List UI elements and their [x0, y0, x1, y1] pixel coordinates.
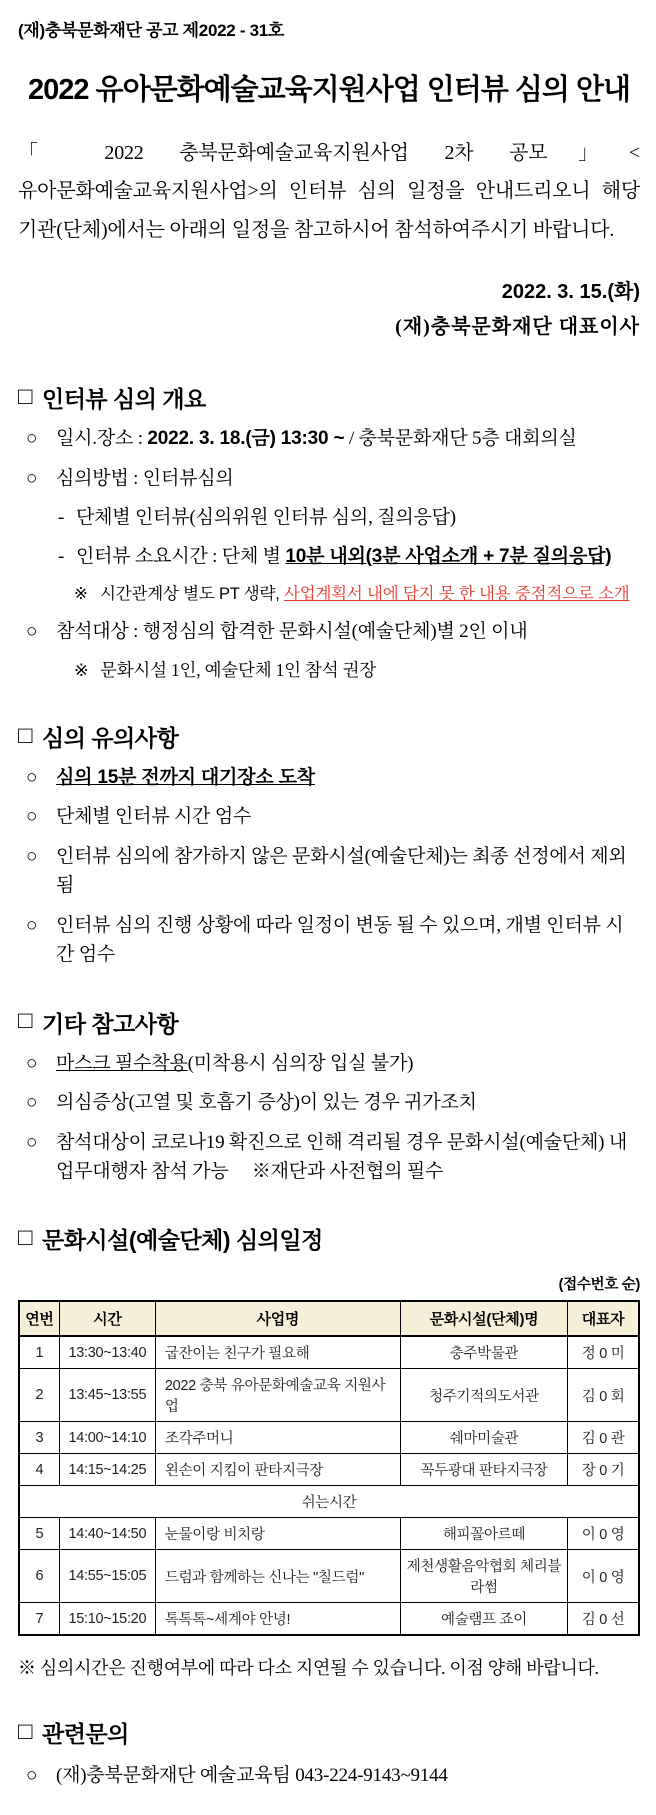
caution-item-line — [18, 802, 640, 831]
etc-item-text: 참석대상이 코로나19 확진으로 인해 격리될 경우 문화시설(예술단체) 내 업무대행자 참석 가능 ※재단과 사전협의 필수 — [56, 1131, 628, 1182]
circle-bullet-icon: ○ — [26, 914, 38, 936]
caution-item-line — [18, 763, 640, 792]
cell-project: 드럼과 함께하는 신나는 "칠드럼" — [155, 1550, 400, 1603]
section-schedule-title: 문화시설(예술단체) 심의일정 — [42, 1227, 323, 1254]
col-header-rep: 대표자 — [568, 1301, 639, 1336]
overview-method-line — [18, 464, 640, 493]
cell-rep: 이 0 영 — [568, 1550, 639, 1603]
section-etc — [18, 1006, 640, 1187]
cell-no: 2 — [19, 1369, 59, 1422]
break-label: 쉬는시간 — [19, 1486, 639, 1518]
section-contact — [18, 1716, 640, 1790]
circle-bullet-icon: ○ — [26, 1052, 38, 1074]
caution-item-text: 단체별 인터뷰 시간 엄수 — [56, 806, 252, 828]
overview-method-sub-text: 단체별 인터뷰(심의위원 인터뷰 심의, 질의응답) — [76, 507, 456, 529]
cell-time: 15:10~15:20 — [59, 1603, 155, 1636]
overview-method-text: 심의방법 : 인터뷰심의 — [56, 467, 234, 489]
section-schedule — [18, 1222, 640, 1680]
duration-label: 인터뷰 소요시간 : 단체 별 — [76, 546, 286, 568]
cell-project: 2022 충북 유아문화예술교육 지원사업 — [155, 1369, 400, 1422]
venue-label: 일시.장소 : — [56, 428, 148, 450]
section-contact-title: 관련문의 — [42, 1721, 129, 1748]
caution-item-line — [18, 911, 640, 970]
mask-emphasis: 마스크 필수착용 — [56, 1052, 188, 1074]
cell-org: 충주박물관 — [400, 1336, 567, 1369]
cell-time: 14:40~14:50 — [59, 1518, 155, 1550]
cell-time: 13:30~13:40 — [59, 1336, 155, 1369]
overview-attendee-text: 참석대상 : 행정심의 합격한 문화시설(예술단체)별 2인 이내 — [56, 621, 528, 643]
cell-time: 14:00~14:10 — [59, 1422, 155, 1454]
col-header-org: 문화시설(단체)명 — [400, 1301, 567, 1336]
signature-block — [18, 275, 640, 345]
overview-venue-line — [18, 424, 640, 453]
pt-note-red-emphasis: 사업계획서 내에 담지 못 한 내용 중점적으로 소개 — [283, 584, 630, 603]
section-schedule-heading — [18, 1222, 640, 1255]
note-mark-icon: ※ — [74, 659, 89, 680]
section-overview-title: 인터뷰 심의 개요 — [42, 386, 206, 413]
caution-item-text: 인터뷰 심의 진행 상황에 따라 일정이 변동 될 수 있으며, 개별 인터뷰 시간 엄수 — [56, 914, 624, 966]
announcement-date: 2022. 3. 15.(화) — [501, 281, 640, 304]
circle-bullet-icon: ○ — [26, 767, 38, 789]
square-bullet-icon: □ — [18, 1007, 32, 1035]
cell-org: 해피꼴아르떼 — [400, 1518, 567, 1550]
etc-mask-text — [56, 1049, 413, 1078]
etc-mask-line — [18, 1049, 640, 1078]
note-mark-icon: ※ — [74, 584, 88, 603]
cell-no: 4 — [19, 1454, 59, 1486]
gazette-number: (재)충북문화재단 공고 제2022 - 31호 — [18, 21, 285, 40]
contact-line — [18, 1761, 640, 1790]
caution-arrival-emphasis: 심의 15분 전까지 대기장소 도착 — [56, 767, 315, 789]
cell-org: 청주기적의도서관 — [400, 1369, 567, 1422]
overview-pt-note-line — [18, 582, 640, 608]
cell-time: 14:55~15:05 — [59, 1550, 155, 1603]
table-row — [19, 1454, 639, 1486]
square-bullet-icon: □ — [18, 1717, 32, 1745]
page-title: 2022 유아문화예술교육지원사업 인터뷰 심의 안내 — [27, 74, 630, 106]
overview-attendee-note-text: 문화시설 1인, 예술단체 1인 참석 권장 — [100, 659, 377, 680]
overview-attendee-line — [18, 617, 640, 646]
cell-no: 1 — [19, 1336, 59, 1369]
venue-place: / 충북문화재단 5층 대회의실 — [344, 428, 577, 450]
cell-org: 쉐마미술관 — [400, 1422, 567, 1454]
square-bullet-icon: □ — [18, 721, 32, 749]
circle-bullet-icon: ○ — [26, 621, 38, 643]
section-caution — [18, 720, 640, 970]
dash-bullet-icon: - — [58, 507, 65, 529]
table-row — [19, 1550, 639, 1603]
cell-time: 13:45~13:55 — [59, 1369, 155, 1422]
overview-attendee-note-line — [18, 657, 640, 684]
table-row — [19, 1518, 639, 1550]
table-row — [19, 1422, 639, 1454]
etc-item-line — [18, 1128, 640, 1187]
cell-org: 꼭두광대 판타지극장 — [400, 1454, 567, 1486]
col-header-time: 시간 — [59, 1301, 155, 1336]
schedule-table — [18, 1300, 640, 1636]
table-row — [19, 1603, 639, 1636]
overview-venue-text — [56, 424, 577, 453]
cell-no: 7 — [19, 1603, 59, 1636]
caution-item-line — [18, 842, 640, 901]
dash-bullet-icon: - — [58, 546, 65, 568]
cell-time: 14:15~14:25 — [59, 1454, 155, 1486]
cell-rep: 장 0 기 — [568, 1454, 639, 1486]
break-row — [19, 1486, 639, 1518]
overview-pt-note-text — [100, 582, 629, 608]
section-caution-title: 심의 유의사항 — [42, 725, 179, 752]
circle-bullet-icon: ○ — [26, 1765, 38, 1787]
circle-bullet-icon: ○ — [26, 1092, 38, 1114]
contact-text: (재)충북문화재단 예술교육팀 043-224-9143~9144 — [56, 1765, 448, 1787]
cell-rep: 정 0 미 — [568, 1336, 639, 1369]
overview-method-sub-line — [18, 503, 640, 532]
cell-project: 왼손이 지킴이 판타지극장 — [155, 1454, 400, 1486]
square-bullet-icon: □ — [18, 1223, 32, 1251]
schedule-footnote: ※ 심의시간은 진행여부에 따라 다소 지연될 수 있습니다. 이점 양해 바랍니다. — [18, 1658, 599, 1679]
table-row — [19, 1336, 639, 1369]
cell-rep: 김 0 회 — [568, 1369, 639, 1422]
col-header-project: 사업명 — [155, 1301, 400, 1336]
receipt-order-note: (접수번호 순) — [558, 1277, 640, 1294]
cell-rep: 김 0 선 — [568, 1603, 639, 1636]
section-overview-heading — [18, 381, 640, 414]
cell-project: 눈물이랑 비치랑 — [155, 1518, 400, 1550]
overview-duration-text — [76, 542, 611, 571]
cell-project: 톡톡톡~세계야 안녕! — [155, 1603, 400, 1636]
cell-no: 5 — [19, 1518, 59, 1550]
intro-paragraph: 「 2022 충북문화예술교육지원사업 2차 공모」<유아문화예술교육지원사업>의 인터뷰 심의 일정을 안내드리오니 해당 기관(단체)에서는 아래의 일정을 참고하시어 참석하여주시기 바랍니다. — [18, 142, 640, 241]
section-contact-heading — [18, 1716, 640, 1749]
cell-org: 제천생활음악협회 체리블라썸 — [400, 1550, 567, 1603]
circle-bullet-icon: ○ — [26, 428, 38, 450]
pt-note-plain: 시간관계상 별도 PT 생략, — [100, 584, 284, 603]
caution-item-text: 인터뷰 심의에 참가하지 않은 문화시설(예술단체)는 최종 선정에서 제외됨 — [56, 845, 627, 897]
section-overview — [18, 381, 640, 684]
cell-no: 3 — [19, 1422, 59, 1454]
square-bullet-icon: □ — [18, 382, 32, 410]
venue-datetime: 2022. 3. 18.(금) 13:30 ~ — [147, 428, 345, 450]
section-etc-title: 기타 참고사항 — [42, 1010, 179, 1037]
table-row — [19, 1369, 639, 1422]
cell-project: 조각주머니 — [155, 1422, 400, 1454]
section-etc-heading — [18, 1006, 640, 1039]
etc-item-line — [18, 1088, 640, 1117]
cell-rep: 이 0 영 — [568, 1518, 639, 1550]
cell-project: 굽잔이는 친구가 필요해 — [155, 1336, 400, 1369]
circle-bullet-icon: ○ — [26, 806, 38, 828]
cell-rep: 김 0 관 — [568, 1422, 639, 1454]
circle-bullet-icon: ○ — [26, 467, 38, 489]
overview-duration-line — [18, 542, 640, 571]
issuer-name: (재)충북문화재단 대표이사 — [395, 316, 640, 339]
cell-no: 6 — [19, 1550, 59, 1603]
mask-rest: (미착용시 심의장 입실 불가) — [187, 1052, 414, 1074]
etc-item-text: 의심증상(고열 및 호흡기 증상)이 있는 경우 귀가조치 — [56, 1092, 477, 1114]
circle-bullet-icon: ○ — [26, 1131, 38, 1153]
col-header-no: 연번 — [19, 1301, 59, 1336]
duration-emphasis: 10분 내외(3분 사업소개 + 7분 질의응답) — [285, 546, 612, 568]
section-caution-heading — [18, 720, 640, 753]
cell-org: 예술램프 죠이 — [400, 1603, 567, 1636]
table-header-row — [19, 1301, 639, 1336]
circle-bullet-icon: ○ — [26, 845, 38, 867]
